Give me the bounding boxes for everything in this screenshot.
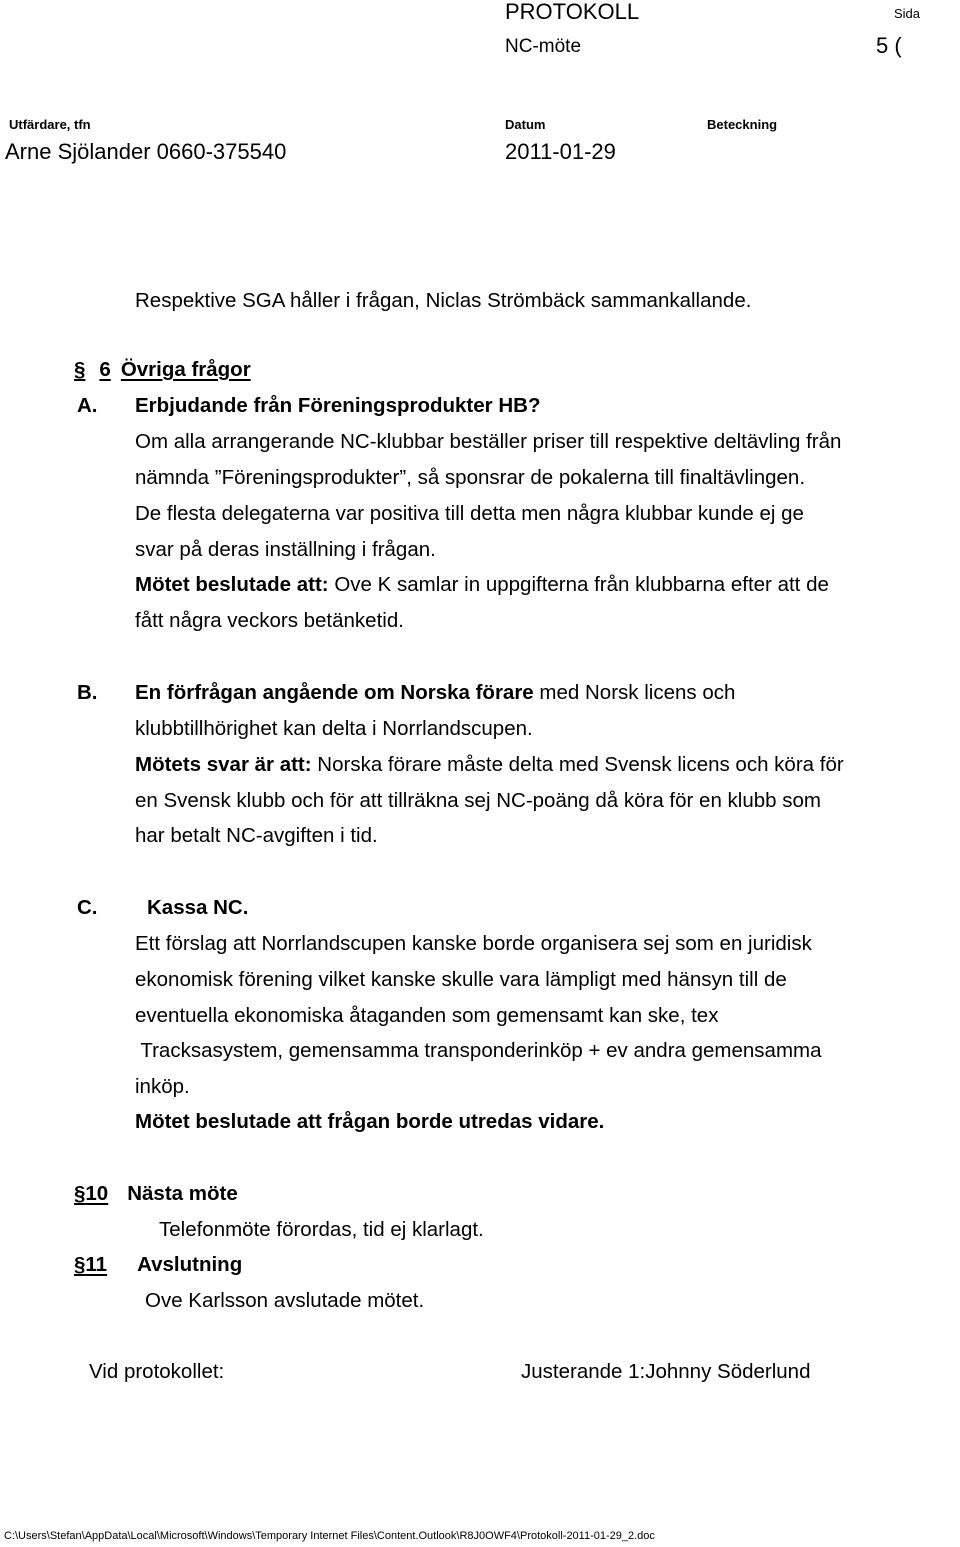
decision-text: Ove K samlar in uppgifterna från klubbarna efter att de [328, 573, 829, 596]
item-a-letter: A. [77, 394, 98, 417]
section10-text: Telefonmöte förordas, tid ej klarlagt. [159, 1218, 484, 1241]
issuer-label: Utfärdare, tfn [9, 117, 91, 132]
item-b-answer-line: en Svensk klubb och för att tillräkna sej NC-poäng då köra för en klubb som [135, 789, 821, 812]
item-c-decision: Mötet beslutade att frågan borde utredas vidare. [135, 1110, 605, 1133]
item-c-line: Tracksasystem, gemensamma transponderinköp + ev andra gemensamma [135, 1039, 822, 1062]
section11-text: Ove Karlsson avslutade mötet. [145, 1289, 425, 1312]
item-b-title-bold: En förfrågan angående om Norska förare [135, 681, 534, 704]
decision-label: Mötet beslutade att: [135, 573, 329, 596]
item-c-line: Ett förslag att Norrlandscupen kanske borde organisera sej som en juridisk [135, 932, 812, 955]
page-label: Sida [894, 6, 921, 21]
item-a-title: Erbjudande från Föreningsprodukter HB? [135, 394, 541, 417]
section-symbol: § [74, 1253, 86, 1276]
answer-label: Mötets svar är att: [135, 753, 312, 776]
item-a-line: De flesta delegaterna var positiva till detta men några klubbar kunde ej ge [135, 502, 804, 525]
page-number: 5 ( [876, 33, 902, 58]
item-b-line: klubbtillhörighet kan delta i Norrlandscupen. [135, 717, 533, 740]
item-b-answer [135, 755, 844, 776]
item-c-title: Kassa NC. [147, 896, 249, 919]
item-b-title-rest: med Norsk licens och [533, 681, 736, 704]
section-symbol: § [74, 358, 86, 381]
section-number: 11 [85, 1253, 108, 1276]
protocol-label: Vid protokollet: [89, 1360, 225, 1383]
section11-heading [74, 1255, 242, 1276]
item-b-title [135, 683, 735, 704]
item-a-decision [135, 575, 829, 596]
item-c-line: ekonomisk förening vilket kanske skulle vara lämpligt med hänsyn till de [135, 968, 787, 991]
item-c-line: eventuella ekonomiska åtaganden som gemensamt kan ske, tex [135, 1004, 719, 1027]
item-c-line: inköp. [135, 1075, 190, 1098]
item-c-letter: C. [77, 896, 98, 919]
section-title: Nästa möte [127, 1182, 238, 1205]
intro-line: Respektive SGA håller i frågan, Niclas Strömbäck sammankallande. [135, 289, 752, 312]
item-a-line: Om alla arrangerande NC-klubbar beställer priser till respektive deltävling från [135, 430, 842, 453]
meeting-name: NC-möte [505, 36, 582, 57]
answer-text: Norska förare måste delta med Svensk licens och köra för [311, 753, 844, 776]
section-title: Övriga frågor [120, 358, 251, 381]
section-title: Avslutning [137, 1253, 243, 1276]
item-b-letter: B. [77, 681, 98, 704]
section-number: 10 [85, 1182, 109, 1205]
adjuster: Justerande 1:Johnny Söderlund [521, 1360, 811, 1383]
item-b-answer-line: har betalt NC-avgiften i tid. [135, 824, 378, 847]
item-a-decision-cont: fått några veckors betänketid. [135, 609, 404, 632]
item-a-line: nämnda ”Föreningsprodukter”, så sponsrar de pokalerna till finaltävlingen. [135, 466, 806, 489]
date-value: 2011-01-29 [505, 139, 616, 164]
file-path: C:\Users\Stefan\AppData\Local\Microsoft\Windows\Temporary Internet Files\Content.Outlook\R8J0OWF4\Protokoll-2011-01-29_2.doc [4, 1530, 655, 1542]
issuer-value: Arne Sjölander 0660-375540 [5, 139, 287, 164]
date-label: Datum [505, 117, 546, 132]
section10-heading [74, 1184, 238, 1205]
section-symbol: § [74, 1182, 86, 1205]
reference-label: Beteckning [707, 117, 778, 132]
doc-type: PROTOKOLL [505, 0, 640, 24]
section6-heading [74, 360, 251, 381]
item-a-line: svar på deras inställning i frågan. [135, 538, 436, 561]
section-number: 6 [99, 358, 111, 381]
